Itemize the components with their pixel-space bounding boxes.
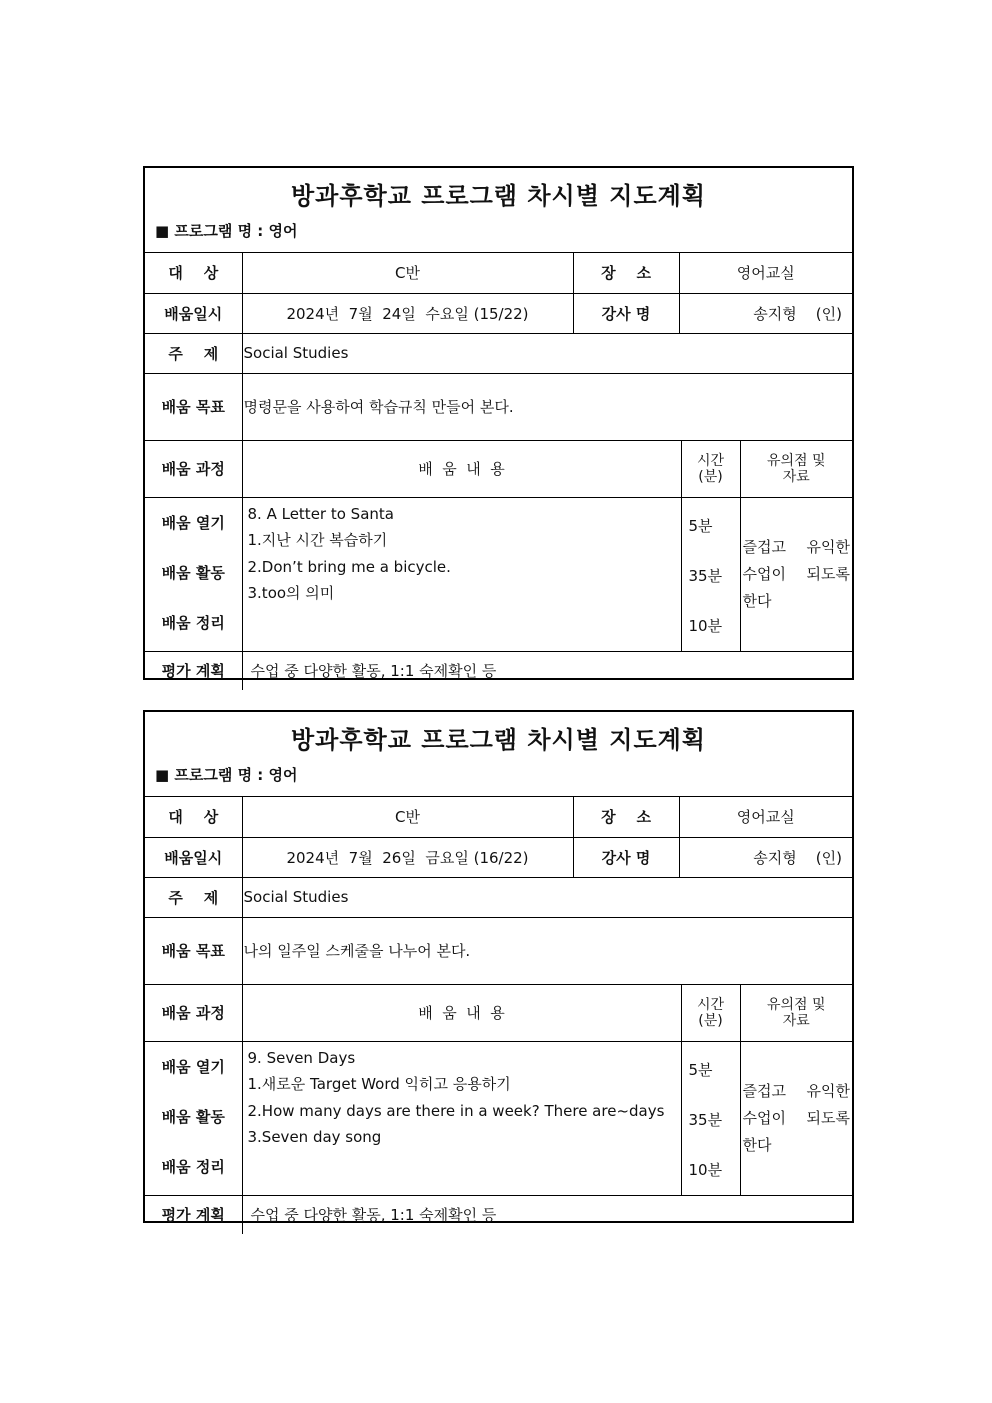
teacher-value: 송지형 (인) (679, 837, 852, 877)
topic-value: Social Studies (242, 333, 852, 373)
teacher-value: 송지형 (인) (679, 293, 852, 333)
content-line: 8. A Letter to Santa (247, 504, 394, 523)
process-label: 배움 과정 (145, 440, 242, 497)
plan-table (145, 253, 852, 690)
time-wrapup: 10분 (688, 1160, 723, 1179)
time-activity: 35분 (688, 1110, 723, 1129)
teacher-label: 강사 명 (573, 293, 679, 333)
target-value: C반 (242, 253, 573, 293)
lesson-plan-1 (143, 166, 854, 680)
time-wrapup: 10분 (688, 616, 723, 635)
stage-list (145, 1041, 242, 1195)
notes-value: 즐겁고 유익한 수업이 되도록 한다 (740, 497, 852, 651)
lesson-content (242, 1041, 681, 1195)
time-open: 5분 (688, 1060, 713, 1079)
lesson-content (242, 497, 681, 651)
eval-label: 평가 계획 (145, 1195, 242, 1234)
topic-label: 주 제 (145, 333, 242, 373)
eval-label: 평가 계획 (145, 651, 242, 690)
content-line: 3.Seven day song (247, 1128, 382, 1146)
goal-value: 명령문을 사용하여 학습규칙 만들어 본다. (242, 373, 852, 440)
goal-label: 배움 목표 (145, 373, 242, 440)
stage-list (145, 497, 242, 651)
stage-open: 배움 열기 (161, 1057, 225, 1076)
time-open: 5분 (688, 516, 713, 535)
content-header: 배 움 내 용 (242, 984, 681, 1041)
place-label: 장 소 (573, 253, 679, 293)
content-line: 1.지난 시간 복습하기 (247, 531, 388, 549)
content-header: 배 움 내 용 (242, 440, 681, 497)
plan-title: 방과후학교 프로그램 차시별 지도계획 (290, 725, 706, 754)
program-name: ■ 프로그램 명 : 영어 (155, 766, 298, 784)
place-value: 영어교실 (679, 253, 852, 293)
stage-open: 배움 열기 (161, 513, 225, 532)
plan-table (145, 797, 852, 1234)
notes-header: 유의점 및 자료 (740, 440, 852, 497)
content-line: 1.새로운 Target Word 익히고 응용하기 (247, 1075, 511, 1093)
time-activity: 35분 (688, 566, 723, 585)
date-value: 2024년 7월 26일 금요일 (16/22) (242, 837, 573, 877)
plan-header (145, 712, 852, 797)
plan-header (145, 168, 852, 253)
time-list (681, 497, 740, 651)
topic-label: 주 제 (145, 877, 242, 917)
content-line: 3.too의 의미 (247, 584, 335, 602)
place-value: 영어교실 (679, 797, 852, 837)
target-label: 대 상 (145, 797, 242, 837)
plan-title: 방과후학교 프로그램 차시별 지도계획 (290, 181, 706, 210)
topic-value: Social Studies (242, 877, 852, 917)
content-line: 9. Seven Days (247, 1048, 356, 1067)
stage-activity: 배움 활동 (161, 563, 225, 582)
notes-value: 즐겁고 유익한 수업이 되도록 한다 (740, 1041, 852, 1195)
content-line: 2.Don’t bring me a bicycle. (247, 557, 451, 576)
time-header: 시간 (분) (681, 440, 740, 497)
program-name: ■ 프로그램 명 : 영어 (155, 222, 298, 240)
date-label: 배움일시 (145, 293, 242, 333)
target-label: 대 상 (145, 253, 242, 293)
lesson-plan-2 (143, 710, 854, 1223)
content-line: 2.How many days are there in a week? There are~days (247, 1101, 665, 1120)
place-label: 장 소 (573, 797, 679, 837)
goal-label: 배움 목표 (145, 917, 242, 984)
target-value: C반 (242, 797, 573, 837)
stage-wrapup: 배움 정리 (161, 613, 225, 632)
date-label: 배움일시 (145, 837, 242, 877)
goal-value: 나의 일주일 스케줄을 나누어 본다. (242, 917, 852, 984)
teacher-label: 강사 명 (573, 837, 679, 877)
time-list (681, 1041, 740, 1195)
date-value: 2024년 7월 24일 수요일 (15/22) (242, 293, 573, 333)
notes-header: 유의점 및 자료 (740, 984, 852, 1041)
eval-value: 수업 중 다양한 활동, 1:1 숙제확인 등 (242, 1195, 852, 1234)
eval-value: 수업 중 다양한 활동, 1:1 숙제확인 등 (242, 651, 852, 690)
process-label: 배움 과정 (145, 984, 242, 1041)
stage-wrapup: 배움 정리 (161, 1157, 225, 1176)
stage-activity: 배움 활동 (161, 1107, 225, 1126)
time-header: 시간 (분) (681, 984, 740, 1041)
